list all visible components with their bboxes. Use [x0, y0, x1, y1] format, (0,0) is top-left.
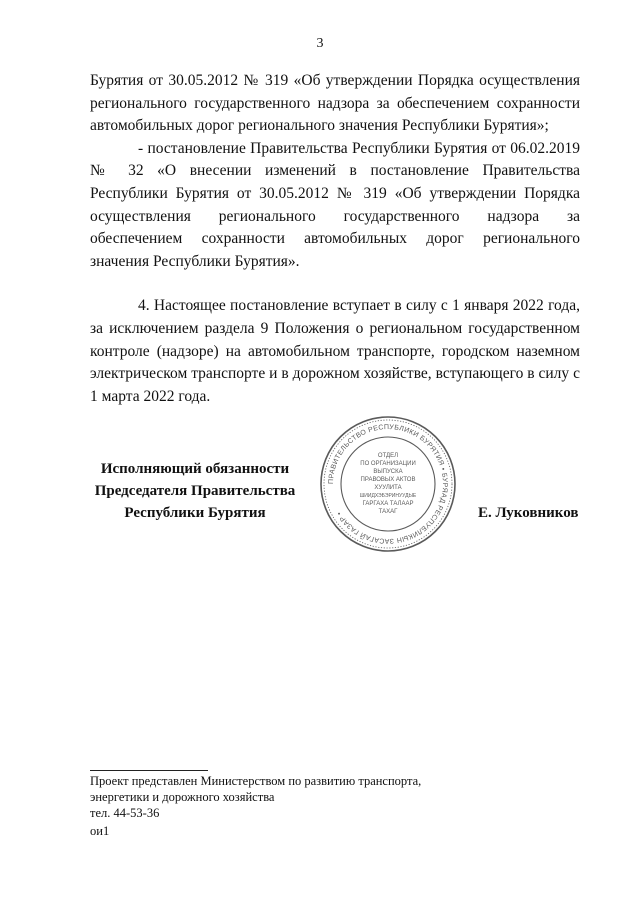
- signatory-title-line: Республики Бурятия: [124, 505, 266, 521]
- footnote-line: Проект представлен Министерством по развитию транспорта,: [90, 774, 422, 788]
- seal-graphic: [318, 414, 458, 554]
- seal-inner-text: [360, 453, 417, 515]
- seal-dotted-ring: [324, 420, 452, 548]
- svg-text:ШИИДХЭБЭРИНУУДЫЕ: ШИИДХЭБЭРИНУУДЫЕ: [359, 493, 417, 499]
- signatory-title-line: Председателя Правительства: [94, 483, 296, 499]
- signatory-title-line: Исполняющий обязанности: [100, 461, 290, 477]
- document-body: [90, 70, 580, 408]
- svg-text:ВЫПУСКА: ВЫПУСКА: [373, 469, 403, 475]
- paragraph-continuation: Бурятия от 30.05.2012 № 319 «Об утверждении Порядка осуществления регионального государственного надзора за обеспечением сохранности автомобильных дорог регионального значения Республики Бурятия»;: [90, 72, 580, 135]
- footnote-line: энергетики и дорожного хозяйства: [90, 790, 275, 804]
- seal-inner-ring: [341, 437, 435, 531]
- svg-text:ОТДЕЛ: ОТДЕЛ: [377, 453, 399, 459]
- paragraph-amendment-item: - постановление Правительства Республики Бурятия от 06.02.2019 № 32 «О внесении изменений в постановление Правительства Республики Бурятия от 30.05.2012 № 319 «Об утверждении Порядка осуществления регионального государственного надзора за обеспечением сохранности автомобильных дорог регионального значения Республики Бурятия».: [90, 139, 580, 270]
- signatory-title: [90, 458, 300, 524]
- svg-text:ХУУЛИТА: ХУУЛИТА: [374, 485, 402, 491]
- svg-text:ПО ОРГАНИЗАЦИИ: ПО ОРГАНИЗАЦИИ: [360, 461, 416, 467]
- signatory-name: Е. Луковников: [478, 505, 579, 521]
- footnote: [90, 773, 510, 821]
- svg-text:ПРАВОВЫХ АКТОВ: ПРАВОВЫХ АКТОВ: [360, 477, 416, 483]
- paragraph-effective-date: 4. Настоящее постановление вступает в силу с 1 января 2022 года, за исключением раздела 9 Положения о региональном государственном контроле (надзоре) на автомобильном транспорте, городском наземном электрическом транспорте и в дорожном хозяйстве, вступающего в силу с 1 марта 2022 года.: [90, 297, 580, 405]
- document-code: ои1: [90, 824, 110, 838]
- page-number: 3: [316, 36, 324, 51]
- footnote-divider: [90, 770, 208, 771]
- footnote-phone: тел. 44-53-36: [90, 806, 160, 820]
- official-seal: [318, 414, 458, 554]
- seal-ring-text: ПРАВИТЕЛЬСТВО РЕСПУБЛИКИ БУРЯТИЯ • БУРЯАД РЕСПУБЛИКЫН ЗАСАГАЙ ГАЗАР •: [327, 423, 449, 545]
- svg-text:ТАХАГ: ТАХАГ: [378, 509, 398, 515]
- svg-text:ГАРГАХА ТАЛААР: ГАРГАХА ТАЛААР: [362, 501, 414, 507]
